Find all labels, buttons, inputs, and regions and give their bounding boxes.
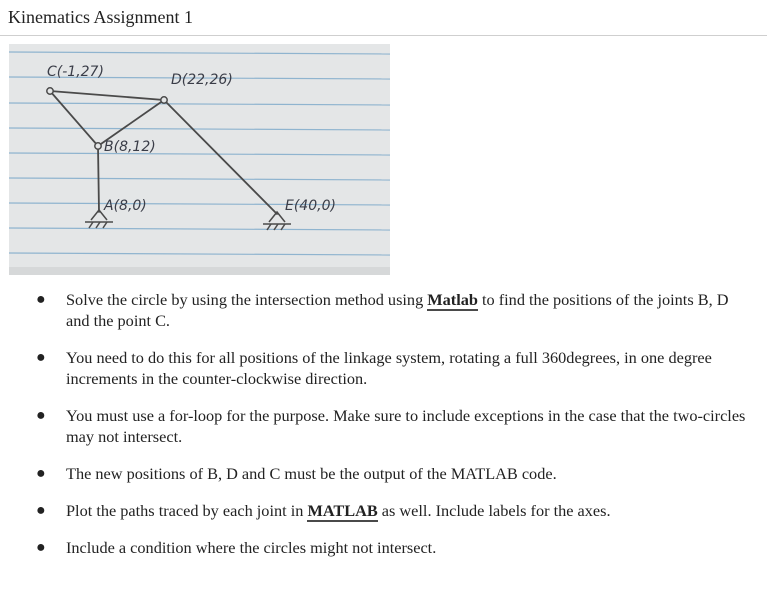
- page-title: Kinematics Assignment 1: [8, 7, 193, 27]
- label-c: C(-1,27): [47, 64, 104, 80]
- task-item: ● You need to do this for all positions of the linkage system, rotating a full 360degrees, in one degree increments in the counter-clockwise direction.: [36, 348, 712, 388]
- link-a-b: [98, 146, 99, 212]
- joint-c: [47, 88, 53, 94]
- task-item: ● Plot the paths traced by each joint in MATLAB as well. Include labels for the axes.: [36, 501, 611, 520]
- label-d: D(22,26): [171, 72, 233, 88]
- bullet-icon: ●: [36, 465, 46, 482]
- task-item: ● The new positions of B, D and C must be the output of the MATLAB code.: [36, 464, 557, 483]
- label-a: A(8,0): [104, 198, 147, 214]
- task-item: ● You must use a for-loop for the purpose. Make sure to include exceptions in the case that the two-circles may not intersect.: [36, 406, 746, 446]
- linkage-sketch-photo: [9, 44, 390, 275]
- label-e: E(40,0): [285, 198, 336, 214]
- bullet-icon: ●: [36, 407, 46, 424]
- bullet-icon: ●: [36, 291, 46, 308]
- label-b: B(8,12): [104, 139, 156, 155]
- highlight-link[interactable]: MATLAB: [307, 501, 378, 520]
- bullet-icon: ●: [36, 502, 46, 519]
- highlight-link[interactable]: Matlab: [427, 290, 478, 309]
- paper-shadow: [9, 267, 390, 275]
- joint-d: [161, 97, 167, 103]
- task-item: ● Solve the circle by using the intersection method using Matlab to find the positions of the joints B, D and the point C.: [36, 290, 729, 330]
- bullet-icon: ●: [36, 539, 46, 556]
- linkage-sketch: [9, 44, 390, 275]
- joint-b: [95, 143, 101, 149]
- bullet-icon: ●: [36, 349, 46, 366]
- title-divider: [0, 35, 767, 36]
- task-item: ● Include a condition where the circles might not intersect.: [36, 538, 437, 557]
- task-list: [0, 289, 760, 574]
